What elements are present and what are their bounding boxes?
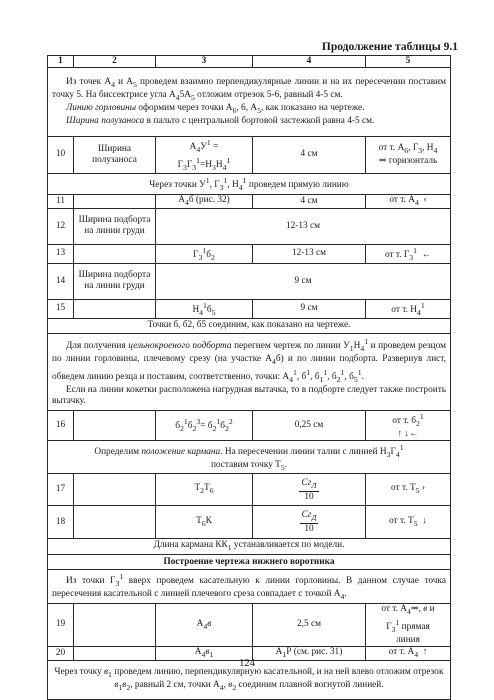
facing-paragraph-2: Если на линии кокетки расположена нагрудная вытачка, то в подборте следует также построить вытачку. [52, 385, 446, 406]
row-direction: от т. $Т_5$ › [366, 474, 451, 506]
lapel-width-line: Ширина полузаноса в пальто с центральной бортовой застежкой равна 4-5 см. [66, 115, 375, 126]
row-value: 2,5 см [253, 604, 366, 647]
row-name: Ширина полузаноса [74, 137, 156, 174]
column-header: 5 [366, 56, 451, 68]
row-number: 18 [48, 506, 74, 539]
row-formula: $А_4в$ [156, 604, 253, 647]
row-value: 12-13 см [156, 208, 451, 244]
paragraph-row [48, 318, 451, 333]
row-number: 19 [48, 604, 74, 647]
row-number: 16 [48, 410, 74, 440]
paragraph-row [48, 173, 451, 194]
facing-paragraph-1: Для получения цельнокроеного подборта перегнем чертеж по линии $У_1Н_4^1$ и проведем резцом по линии горловины, плечевому срезу (на участке $А_4б$) и по линии подборта. Развернув лист, обведем линию резца и поставим, соответственно, точки: $А_4^1$, $б^1$, $б_1^1$, $б_2^1$, $б_5^1$. [52, 337, 446, 384]
construction-table [47, 55, 451, 700]
column-header: 1 [48, 56, 74, 68]
row-number: 12 [48, 208, 74, 244]
row-name [74, 194, 156, 208]
collar-heading: Построение чертежа нижнего воротника [48, 555, 451, 570]
table-row [48, 474, 451, 506]
row-name [74, 244, 156, 263]
row-name [74, 604, 156, 647]
row-number: 13 [48, 244, 74, 263]
collar-paragraph: Из точки $Г_3^1$ вверх проведем касательную к линии горловины. В данном случае точка пересечения касательной с линией плечевого среза совпадает с точкой $А_4$. [52, 572, 446, 602]
connect-line: Точки б, б2, б5 соединим, как показано на чертеже. [48, 318, 451, 333]
row-direction: от т. $А_4$ ‹ [366, 194, 451, 208]
row-number: 10 [48, 137, 74, 174]
intro-paragraph: Из точек $А_4$ и $А_5$ проведем взаимно перпендикулярные линии и на их пересечении поставим точку 5. На биссектрисе угла $А_45А_5$ отложим отрезок 5-6, равный 4-5 см. [52, 77, 447, 102]
table-row [48, 410, 451, 440]
row-number: 20 [48, 646, 74, 660]
row-number: 17 [48, 474, 74, 506]
final-paragraph: Через точку $в_1$ проведем линию, перпендикулярную касательной, и на ней влево отложим отрезок $в_1в_2$, равный 2 см, точки $А_4$, $в_2$ соединим плавной вогнутой линией. [48, 660, 451, 699]
row-name: Ширина подборта на линии груди [74, 208, 156, 244]
row-direction: от т. $А_6$, $Г_3$, $Н_4$ ⇒ горизонталь [366, 137, 451, 174]
row-number: 11 [48, 194, 74, 208]
row-direction: от т. $Н_4^1$ [366, 299, 451, 318]
row-formula: $б_2^1б_2^3= б_2^1б_2^2$ [156, 410, 253, 440]
paragraph-row [48, 555, 451, 570]
neckline-line: Линию горловины оформим через точки $А_6$, 6, $А_5$, как показано на чертеже. [66, 102, 365, 115]
paragraph-row [48, 539, 451, 555]
row-direction: от т. $Г_3^1$ ← [366, 244, 451, 263]
page-number: 124 [239, 658, 255, 669]
table-row [48, 604, 451, 647]
row-formula: $А_4в_1$ [156, 646, 253, 660]
paragraph-row [48, 570, 451, 604]
row-number: 14 [48, 263, 74, 299]
row-value: 0,25 см [253, 410, 366, 440]
row-formula: $А_4б$ (рис. 32) [156, 194, 253, 208]
row-value: 9 см [253, 299, 366, 318]
paragraph-row [48, 440, 451, 474]
column-header: 4 [253, 56, 366, 68]
row-name [74, 506, 156, 539]
continuation-title: Продолжение таблицы 9.1 [321, 41, 458, 53]
row-value: 9 см [156, 263, 451, 299]
row-name: Ширина подборта на линии груди [74, 263, 156, 299]
column-header: 3 [156, 56, 253, 68]
row-value: $\frac{Сг_Д}{10}$ [253, 506, 366, 539]
row-direction: от т. $А_4$ ↑ [366, 646, 451, 660]
row-value: 4 см [253, 194, 366, 208]
row-direction: от т. $б_2^1$ ↑ ↓← [366, 410, 451, 440]
table-row [48, 194, 451, 208]
row-value: 12-13 см [253, 244, 366, 263]
row-direction: от т. $А_4\Rightarrow$, в и $Г_3^1$ прямая линия [366, 604, 451, 647]
row-name [74, 474, 156, 506]
header-row [48, 56, 451, 68]
row-name [74, 410, 156, 440]
row-formula: $Г_3^1б_2$ [156, 244, 253, 263]
table-row [48, 137, 451, 174]
row-value: 4 см [253, 137, 366, 174]
pocket-length-line: Длина кармана $КК_1$ устанавливается по модели. [48, 539, 451, 555]
row-direction: от т. $Т_5$ ↓ [366, 506, 451, 539]
table-row [48, 208, 451, 244]
row-formula: $Т_6К$ [156, 506, 253, 539]
row-formula: $Н_4^1б_5$ [156, 299, 253, 318]
row-number: 15 [48, 299, 74, 318]
row-name [74, 299, 156, 318]
row-value: $\frac{Сг_Л}{10}$ [253, 474, 366, 506]
row-formula: $А_4У^1$ = $Г_3Г_3^1=Н_3Н_4^1$ [156, 137, 253, 174]
row-formula: $Т_2Т_6$ [156, 474, 253, 506]
row-value: $А_1Р$ (см. рис. 31) [253, 646, 366, 660]
pocket-line: Определим положение кармана. На пересечении линии талии с линией $Н_3Г_4^1$ поставим точку $Т_5$. [48, 440, 451, 474]
paragraph-row [48, 68, 451, 137]
table-row [48, 244, 451, 263]
table-row [48, 506, 451, 539]
through-points-line: Через точки $У^1$, $Г_3^1$, $Н_4^1$ проведем прямую линию [48, 173, 451, 194]
table-row [48, 263, 451, 299]
column-header: 2 [74, 56, 156, 68]
paragraph-row [48, 333, 451, 410]
table-row [48, 299, 451, 318]
